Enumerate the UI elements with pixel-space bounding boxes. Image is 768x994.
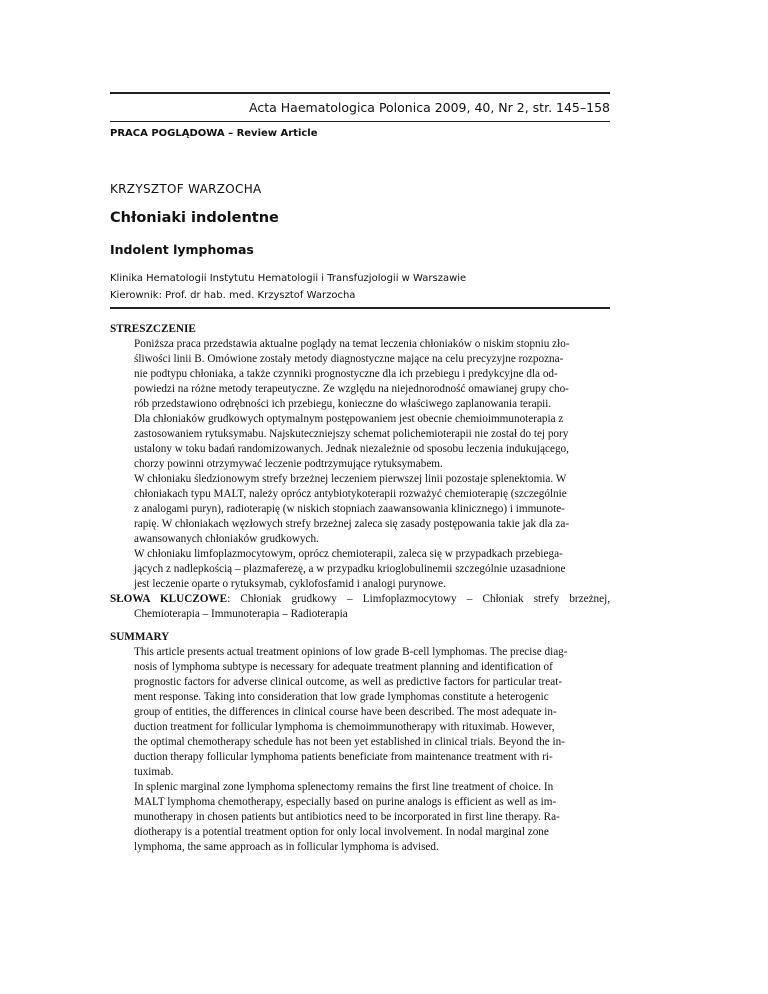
streszczenie-heading: STRESZCZENIE: [110, 323, 196, 335]
summary-paragraph: This article presents actual treatment opinions of low grade B-cell lymphomas. The precise diag- nosis of lymphoma subtype is necessary for adequate treatment planning and identification of prognostic factors for adverse clinical outcome, as well as predictive factors for particular treat- ment response. Taking into consideration that low grade lymphomas constitute a heterogenic group of entities, the differences in clinical course have been described. The most adequate in- duction treatment for follicular lymphoma is chemoimmunotherapy with rituximab. However, the optimal chemotherapy schedule has not been yet established in clinical trials. Beyond the in- duction therapy follicular lymphoma patients beneficiate from maintenance treatment with ri- tuximab. In splenic marginal zone lymphoma splenectomy remains the first line treatment of choice. In MALT lymphoma chemotherapy, especially based on purine analogs is efficient as well as im- munotherapy in chosen patients but antibiotics need to be incorporated in first line therapy. Ra- diotherapy is a potential treatment option for only local involvement. In nodal marginal zone lymphoma, the same approach as in follicular lymphoma is advised.: [134, 646, 568, 853]
title-english: Indolent lymphomas: [110, 242, 254, 257]
streszczenie-section: [110, 322, 610, 622]
keywords-text: : Chłoniak grudkowy – Limfoplazmocytowy – Chłoniak strefy brzeżnej, Chemioterapia – Immunoterapia – Radioterapia: [134, 593, 610, 620]
article-type: PRACA POGLĄDOWA – Review Article: [110, 128, 318, 139]
summary-section: [110, 630, 610, 855]
keywords: [110, 592, 610, 622]
keywords-label: SŁOWA KLUCZOWE: [110, 593, 228, 605]
author-name: KRZYSZTOF WARZOCHA: [110, 182, 262, 196]
affiliation-head: Kierownik: Prof. dr hab. med. Krzysztof Warzocha: [110, 290, 356, 301]
affiliation-institution: Klinika Hematologii Instytutu Hematologii i Transfuzjologii w Warszawie: [110, 273, 467, 284]
summary-heading: SUMMARY: [110, 631, 170, 643]
journal-underline: [110, 121, 610, 122]
title-polish: Chłoniaki indolentne: [110, 210, 279, 226]
affiliation: [110, 270, 466, 304]
top-rule: [110, 92, 610, 94]
header-bottom-rule: [110, 307, 610, 309]
streszczenie-paragraph: Poniższa praca przedstawia aktualne poglądy na temat leczenia chłoniaków o niskim stopniu zło- śliwości linii B. Omówione zostały metody diagnostyczne mające na celu precyzyjne rozpozna- nie podtypu chłoniaka, a także czynniki prognostyczne dla ich przebiegu i predykcyjne dla od- powiedzi na różne metody terapeutyczne. Ze względu na niejednorodność omawianej grupy cho- rób przedstawiono odrębności ich przebiegu, konieczne do właściwego zaplanowania terapii. Dla chłoniaków grudkowych optymalnym postępowaniem jest obecnie chemioimmunoterapia z zastosowaniem rytuksymabu. Najskuteczniejszy schemat polichemioterapii nie został do tej pory ustalony w toku badań randomizowanych. Jednak niezależnie od sposobu leczenia indukującego, chorzy powinni otrzymywać leczenie podtrzymujące rytuksymabem. W chłoniaku śledzionowym strefy brzeżnej leczeniem pierwszej linii pozostaje splenektomia. W chłoniakach typu MALT, należy oprócz antybiotykoterapii rozważyć chemioterapię (szczególnie z analogami puryn), radioterapię (w niskich stopniach zaawansowania klinicznego) i immunote- rapię. W chłoniakach węzłowych strefy brzeżnej zaleca się zasady postępowania takie jak dla za- awansowanych chłoniaków grudkowych. W chłoniaku limfoplazmocytowym, oprócz chemioterapii, zaleca się w przypadkach przebiega- jących z nadlepkością – plazmaferezę, a w przypadku krioglobulinemii szczególnie uzasadnione jest leczenie oparte o rytuksymab, cyklofosfamid i analogi purynowe.: [134, 338, 570, 590]
journal-citation: Acta Haematologica Polonica 2009, 40, Nr 2, str. 145–158: [249, 100, 610, 115]
